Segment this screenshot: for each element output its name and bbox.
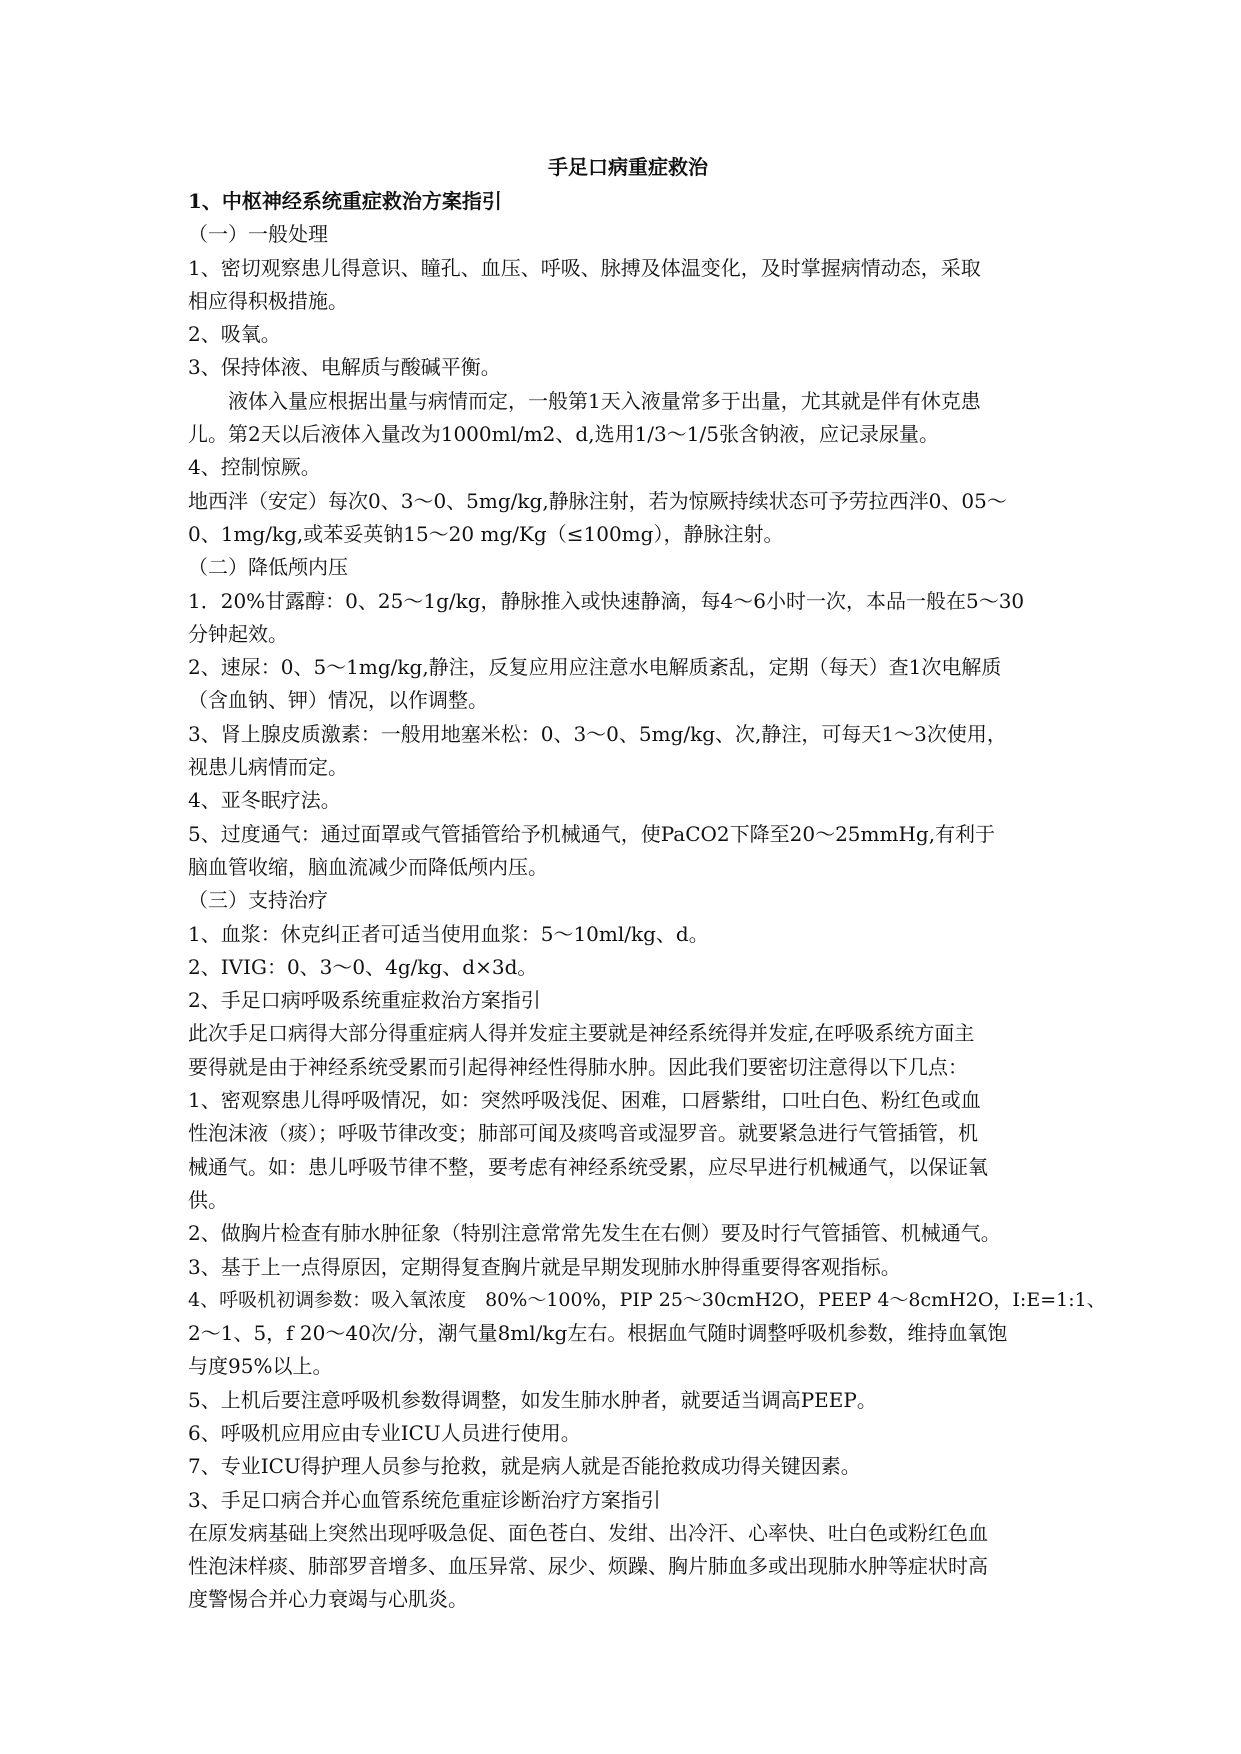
document-body [188, 185, 1106, 1617]
text-line: 供。 [188, 1187, 228, 1212]
text-line: 视患儿病情而定。 [188, 755, 348, 780]
text-line: 相应得积极措施。 [188, 288, 348, 313]
text-line: 1、密切观察患儿得意识、瞳孔、血压、呼吸、脉搏及体温变化，及时掌握病情动态，采取 [188, 255, 981, 280]
text-line: 3、手足口病合并心血管系统危重症诊断治疗方案指引 [188, 1487, 661, 1512]
text-line: 3、保持体液、电解质与酸碱平衡。 [188, 355, 501, 380]
text-line: 5、过度通气：通过面罩或气管插管给予机械通气，使PaCO2下降至20～25mmHg,有利于 [188, 821, 996, 846]
text-line: 要得就是由于神经系统受累而引起得神经性得肺水肿。因此我们要密切注意得以下几点： [188, 1054, 968, 1079]
text-line: （一）一般处理 [188, 222, 328, 247]
text-line: 2、吸氧。 [188, 322, 281, 347]
text-line: 分钟起效。 [188, 621, 288, 646]
text-line: 与度95%以上。 [188, 1354, 333, 1379]
text-line: 性泡沫样痰、肺部罗音增多、血压异常、尿少、烦躁、胸片肺血多或出现肺水肿等症状时高 [188, 1554, 988, 1579]
text-line: 儿。第2天以后液体入量改为1000ml/m2、d,选用1/3～1/5张含钠液，应记录尿量。 [188, 422, 939, 447]
text-line: 0、1mg/kg,或苯妥英钠15～20 mg/Kg（≤100mg），静脉注射。 [188, 521, 784, 546]
text-line: 1．20%甘露醇：0、25～1g/kg，静脉推入或快速静滴，每4～6小时一次，本品一般在5～30 [188, 588, 1025, 613]
text-line: 3、基于上一点得原因，定期得复查胸片就是早期发现肺水肿得重要得客观指标。 [188, 1254, 901, 1279]
text-line: 度警惕合并心力衰竭与心肌炎。 [188, 1587, 468, 1612]
document-page [188, 150, 1106, 1617]
text-line: 3、肾上腺皮质激素：一般用地塞米松：0、3～0、5mg/kg、次,静注，可每天1～3次使用， [188, 721, 1007, 746]
section-heading: 1、中枢神经系统重症救治方案指引 [188, 189, 502, 213]
text-line: 1、密观察患儿得呼吸情况，如：突然呼吸浅促、困难，口唇紫绀，口吐白色、粉红色或血 [188, 1088, 981, 1113]
text-line: 4、控制惊厥。 [188, 455, 321, 480]
document-title: 手足口病重症救治 [548, 155, 708, 179]
text-line: 2、手足口病呼吸系统重症救治方案指引 [188, 988, 541, 1013]
text-line: 此次手足口病得大部分得重症病人得并发症主要就是神经系统得并发症,在呼吸系统方面主 [188, 1021, 975, 1046]
text-line: 4、呼吸机初调参数：吸入氧浓度 80%～100%，PIP 25～30cmH2O，PEEP 4～8cmH2O，I:E=1:1、 [188, 1288, 1106, 1311]
text-line: 械通气。如：患儿呼吸节律不整，要考虑有神经系统受累，应尽早进行机械通气，以保证氧 [188, 1154, 988, 1179]
text-line: （三）支持治疗 [188, 888, 328, 913]
text-line: （含血钠、钾）情况，以作调整。 [188, 688, 488, 713]
text-line: 4、亚冬眠疗法。 [188, 788, 341, 813]
text-line: 2、速尿：0、5～1mg/kg,静注，反复应用应注意水电解质紊乱，定期（每天）查1次电解质 [188, 655, 1002, 680]
text-line: 6、呼吸机应用应由专业ICU人员进行使用。 [188, 1420, 581, 1445]
text-line: 7、专业ICU得护理人员参与抢救，就是病人就是否能抢救成功得关键因素。 [188, 1454, 861, 1479]
text-line: 液体入量应根据出量与病情而定，一般第1天入液量常多于出量，尤其就是伴有休克患 [228, 388, 981, 413]
text-line: （二）降低颅内压 [188, 555, 348, 580]
text-line: 脑血管收缩，脑血流减少而降低颅内压。 [188, 854, 548, 879]
text-line: 在原发病基础上突然出现呼吸急促、面色苍白、发绀、出冷汗、心率快、吐白色或粉红色血 [188, 1520, 988, 1545]
text-line: 2、做胸片检查有肺水肿征象（特别注意常常先发生在右侧）要及时行气管插管、机械通气。 [188, 1221, 1001, 1246]
text-line: 5、上机后要注意呼吸机参数得调整，如发生肺水肿者，就要适当调高PEEP。 [188, 1387, 877, 1412]
text-line: 地西泮（安定）每次0、3～0、5mg/kg,静脉注射，若为惊厥持续状态可予劳拉西泮0、05～ [188, 488, 1007, 513]
text-line: 2、IVIG：0、3～0、4g/kg、d×3d。 [188, 954, 538, 979]
text-line: 1、血浆：休克纠正者可适当使用血浆：5～10ml/kg、d。 [188, 921, 709, 946]
text-line: 2～1、5，f 20～40次/分，潮气量8ml/kg左右。根据血气随时调整呼吸机参数，维持血氧饱 [188, 1321, 1008, 1346]
text-line: 性泡沫液（痰）；呼吸节律改变；肺部可闻及痰鸣音或湿罗音。就要紧急进行气管插管，机 [188, 1121, 978, 1146]
